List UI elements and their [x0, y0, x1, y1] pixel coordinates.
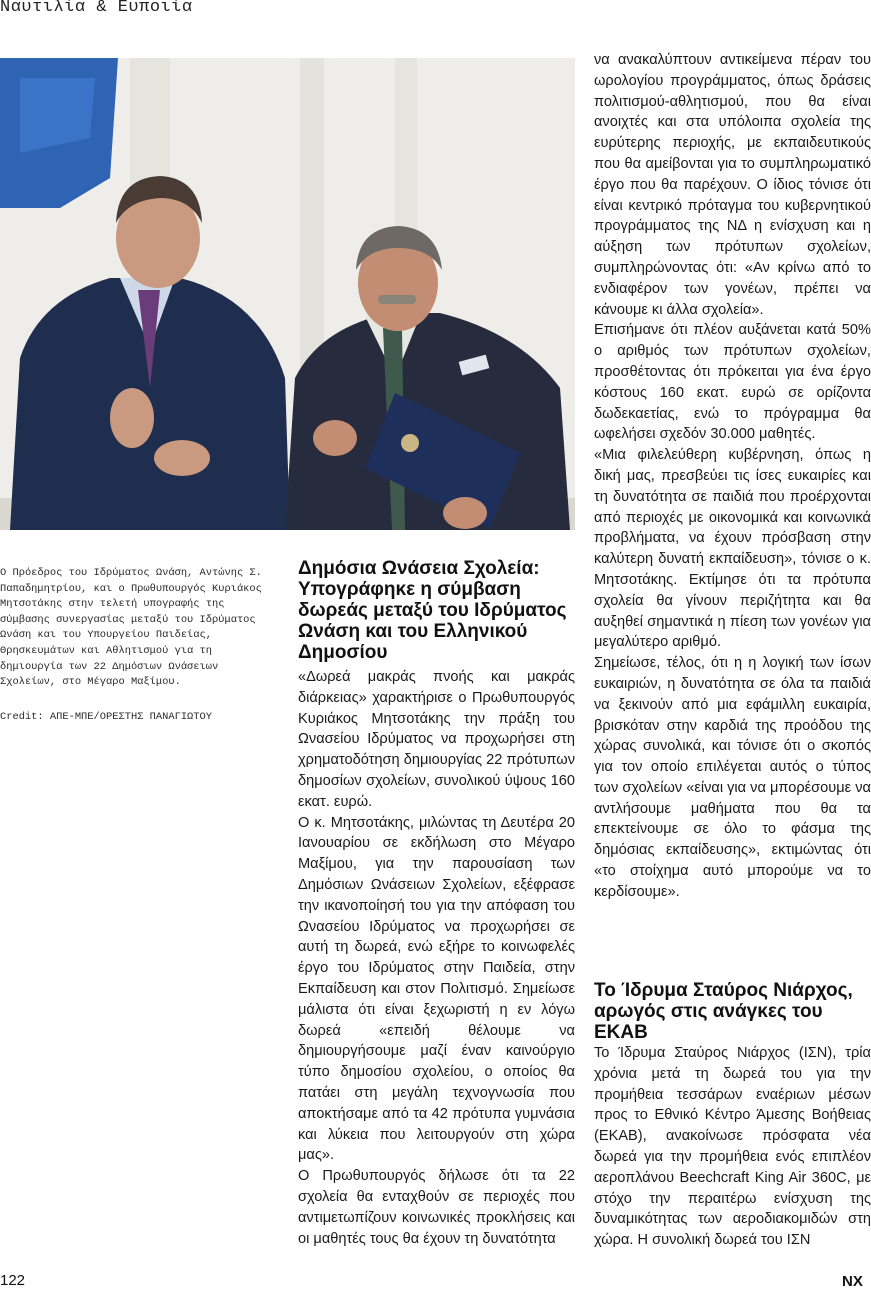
paragraph: Ο κ. Μητσοτάκης, μιλώντας τη Δευτέρα 20 Ιανουαρίου σε εκδήλωση στο Μέγαρο Μαξίμου, για την παρουσίαση των Δημόσιων Ωνάσειων Σχολείων, εξέφρασε την ικανοποίησή του για την απόφαση του Ωνασείου Ιδρύματος να προχωρήσει σε αυτή τη δωρεά, ενώ εξήρε το κοινωφελές έργο του Ιδρύματος στην Παιδεία, στην Εκπαίδευση και στον Πολιτισμό. Σημείωσε μάλιστα ότι είναι ξεχωριστή η εν λόγω δωρεά «επειδή θέλουμε να δημιουργήσουμε μαζί έναν καινούργιο τύπο δημοσίου σχολείου, ο οποίος θα πατάει στη μεγάλη τεχνογνωσία που αποκτήσαμε από τα 42 πρότυπα γυμνάσια και λύκεια που λειτουργούν στη χώρα μας». — [298, 814, 575, 1164]
article2-headline: Το Ίδρυμα Σταύρος Νιάρχος, αρωγός στις ανάγκες του ΕΚΑΒ — [594, 980, 853, 1043]
article-column-c — [594, 50, 871, 903]
article-column-b — [298, 667, 575, 1249]
photo-credit: Credit: ΑΠΕ-ΜΠΕ/ΟΡΕΣΤΗΣ ΠΑΝΑΓΙΩΤΟΥ — [0, 711, 213, 723]
paragraph: να ανακαλύπτουν αντικείμενα πέραν του ωρολογίου προγράμματος, όπως δράσεις πολιτισμού-αθλητισμού, που θα είναι ανοιχτές και στα υπόλοιπα σχολεία της ευρύτερης περιοχής, με εκπαιδευτικούς που θα αμείβονται για το συμπληρωματικό έργο που θα παρέχουν. Ο ίδιος τόνισε ότι είναι κεντρικό πρόταγμα του κυβερνητικού προγράμματος της ΝΔ η ενίσχυση και η αύξηση των πρότυπων σχολείων, συμπληρώνοντας ότι: «Αν κρίνω από το ενδιαφέρον των γονέων, πρέπει να κάνουμε κι άλλα σχολεία». — [594, 52, 871, 318]
paragraph: Σημείωσε, τέλος, ότι η η λογική των ίσων ευκαιριών, η δυνατότητα σε όλα τα παιδιά να ξεκινούν από μια εφάμιλλη ευκαιρία, βρισκόταν στην καρδιά της προόδου της χώρας συνολικά, και τόνισε ότι ο σκοπός για τον οποίο επιλέγεται αυτός ο τύπος των σχολείων «είναι για να μπορέσουμε να αντλήσουμε μαθήματα που θα τα επεκτείνουμε σε όλο το φάσμα της δημόσιας εκπαίδευσης», εκτιμώντας ότι «το στοίχημα αυτό μπορούμε να το κερδίσουμε». — [594, 655, 871, 900]
paragraph: Ο Πρωθυπουργός δήλωσε ότι τα 22 σχολεία θα ενταχθούν σε περιοχές που αντιμετωπίζουν κοινωνικές προκλήσεις και οι μαθητές τους θα έχουν τη δυνατότητα — [298, 1168, 575, 1247]
photo-caption: Ο Πρόεδρος του Ιδρύματος Ωνάση, Αντώνης Σ. Παπαδημητρίου, και ο Πρωθυπουργός Κυριάκος Μητσοτάκης στην τελετή υπογραφής της σύμβασης συνεργασίας μεταξύ του Ιδρύματος Ωνάση και του Υπουργείου Παιδείας, Θρησκευμάτων και Αθλητισμού για τη δημιουργία των 22 Δημόσιων Ωνάσειων Σχολείων, στο Μέγαρο Μαξίμου. — [0, 567, 262, 689]
paragraph: Επισήμανε ότι πλέον αυξάνεται κατά 50% ο αριθμός των πρότυπων σχολείων, προσθέτοντας ότι πρόκειται για ένα έργο κόστους 160 εκατ. ευρώ σε ορίζοντα δωδεκαετίας, ενώ το πρόγραμμα θα ωφελήσει σχεδόν 30.000 μαθητές. — [594, 322, 871, 443]
paragraph: Το Ίδρυμα Σταύρος Νιάρχος (ΙΣΝ), τρία χρόνια μετά τη δωρεά του για την προμήθεια τεσσάρων εναέριων μέσων προς το Εθνικό Κέντρο Άμεσης Βοήθειας (ΕΚΑΒ), ανακοίνωσε πρόσφατα νέα δωρεά για την προμήθεια ενός επιπλέον αεροπλάνου Beechcraft King Air 360C, με στόχο την περαιτέρω ενίσχυση της δυναμικότητας των αεροδιακομιδών στη χώρα. Η συνολική δωρεά του ΙΣΝ — [594, 1045, 871, 1249]
article-photo — [0, 58, 575, 530]
magazine-logo: NX — [842, 1273, 863, 1290]
article-headline: Δημόσια Ωνάσεια Σχολεία: Υπογράφηκε η σύμβαση δωρεάς μεταξύ του Ιδρύματος Ωνάση και του Ελληνικού Δημοσίου — [298, 558, 567, 663]
paragraph: «Δωρεά μακράς πνοής και μακράς διάρκειας» χαρακτήρισε ο Πρωθυπουργός Κυριάκος Μητσοτάκης την πράξη του Ωνασείου Ιδρύματος να προχωρήσει στη χρηματοδότηση δημιουργίας 22 πρότυπων δημοσίων σχολείων, συνολικού ύψους 160 εκατ. ευρώ. — [298, 669, 575, 810]
section-tag: Ναυτιλία & Ευποιία — [0, 0, 193, 17]
article2-body — [594, 1043, 871, 1251]
paragraph: «Μια φιλελεύθερη κυβέρνηση, όπως η δική μας, πρεσβεύει τις ίσες ευκαιρίες και τη δυνατότητα σε παιδιά που προέρχονται από περιοχές με οικονομικά και κοινωνικά προβλήματα, να έχουν πρόσβαση στην καλύτερη δυνατή εκπαίδευση», τόνισε ο κ. Μητσοτάκης. Εκτίμησε ότι τα πρότυπα σχολεία θα γίνουν περιζήτητα και θα αυξηθεί σημαντικά η πίεση των γονέων για μεγαλύτερο αριθμό. — [594, 447, 871, 651]
page-number: 122 — [0, 1272, 26, 1289]
